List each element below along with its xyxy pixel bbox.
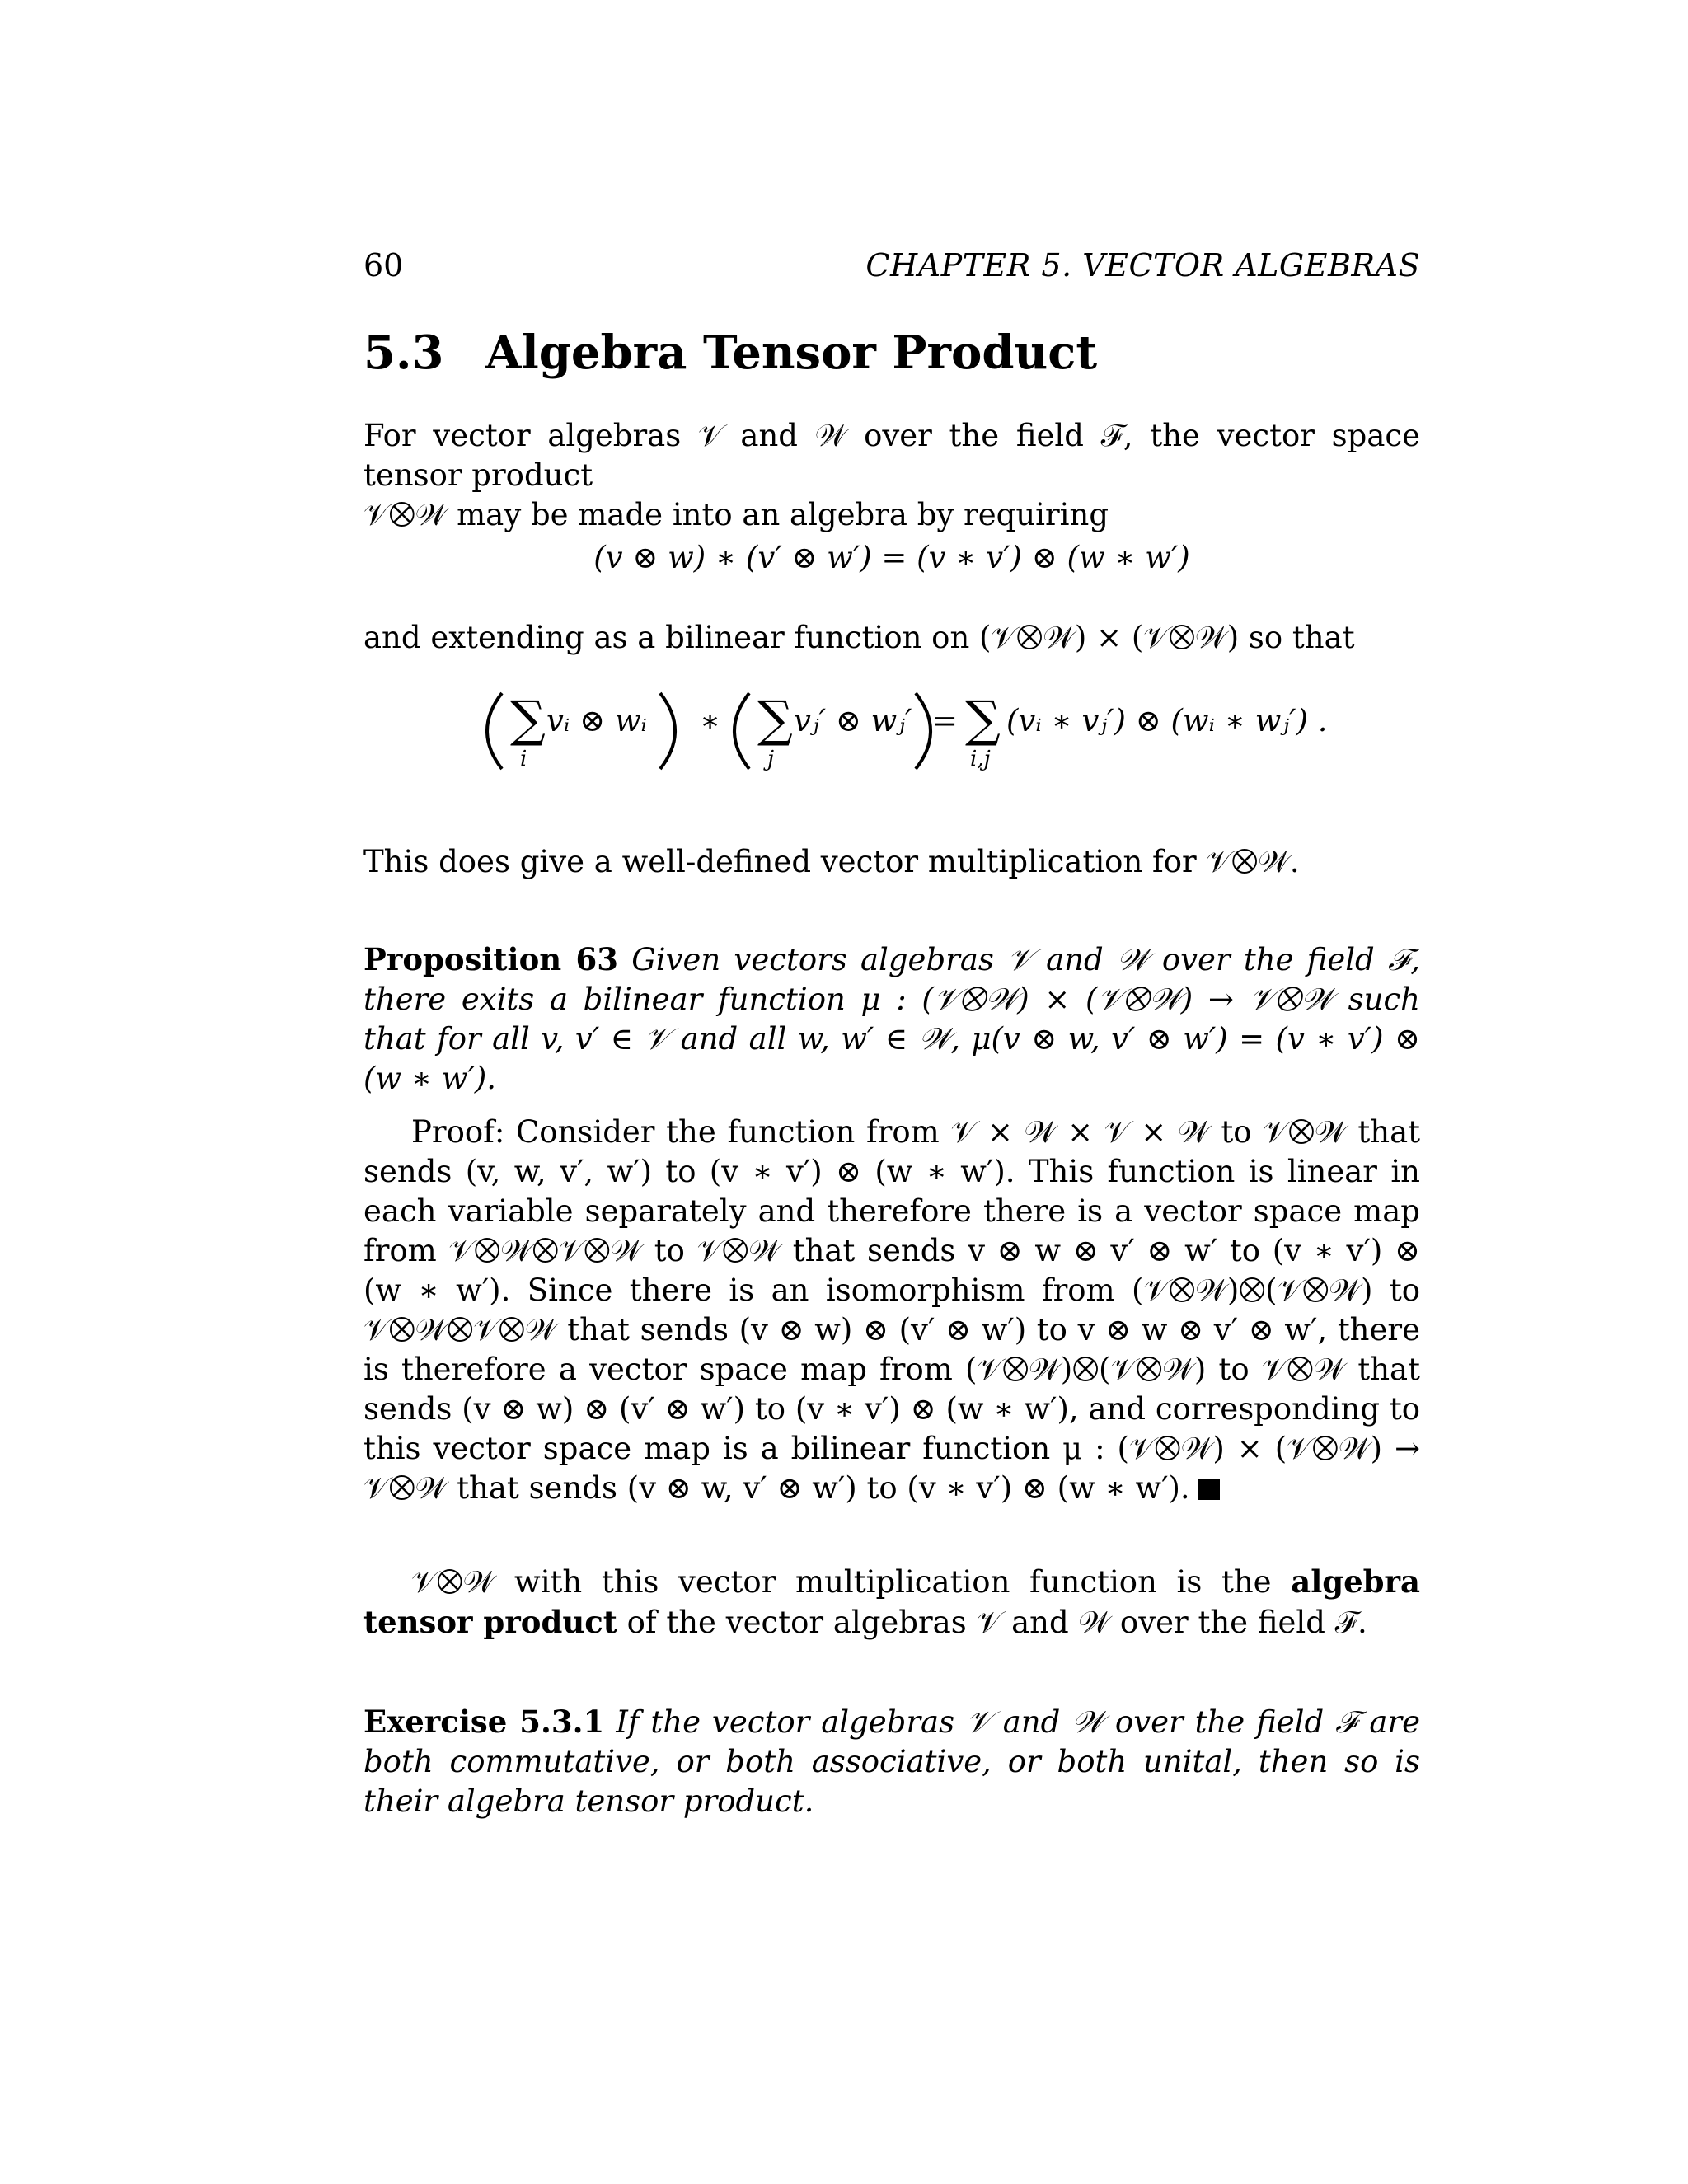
- proposition-text: Given vectors algebras 𝒱 and 𝒲 over the field ℱ, there exits a bilinear function μ : (𝒱⨂𝒲) × (𝒱⨂𝒲) → 𝒱⨂𝒲 such that for all v, v′ ∈ 𝒱 and all w, w′ ∈ 𝒲, μ(v ⊗ w, v′ ⊗ w′) = (v ∗ v′) ⊗ (w ∗ w′).: [363, 942, 1421, 1096]
- intro-paragraph: [363, 416, 1420, 535]
- definition-paragraph: [363, 1562, 1420, 1643]
- sum-symbol-rhs: ∑: [965, 691, 1001, 748]
- sum-body-right: vⱼ′ ⊗ wⱼ′: [794, 703, 912, 738]
- exercise-label: Exercise 5.3.1: [363, 1704, 605, 1740]
- section-heading: [363, 326, 1097, 380]
- sum-body-rhs: (vᵢ ∗ vⱼ′) ⊗ (wᵢ ∗ wⱼ′) .: [1006, 703, 1328, 738]
- equals-sign: =: [932, 703, 959, 738]
- equation-2-svg: [363, 688, 1420, 779]
- equation-1: (v ⊗ w) ∗ (v′ ⊗ w′) = (v ∗ v′) ⊗ (w ∗ w′): [593, 540, 1190, 575]
- right-paren-open: [734, 693, 749, 769]
- intro-line-1: For vector algebras 𝒱 and 𝒲 over the field ℱ, the vector space tensor product: [363, 418, 1420, 493]
- exercise-5-3-1: [363, 1702, 1420, 1821]
- definition-term: algebra tensor product: [363, 1563, 1421, 1640]
- page-number: 60: [363, 247, 404, 284]
- sum-index-rhs: i,j: [970, 747, 991, 771]
- definition-suffix: of the vector algebras 𝒱 and 𝒲 over the field ℱ.: [626, 1605, 1367, 1640]
- chapter-title: CHAPTER 5. VECTOR ALGEBRAS: [865, 247, 1420, 284]
- section-title: Algebra Tensor Product: [485, 326, 1098, 380]
- proof-paragraph: [363, 1113, 1420, 1508]
- definition-prefix: 𝒱⨂𝒲 with this vector multiplication function is the: [411, 1564, 1272, 1600]
- proof-label: Proof:: [411, 1114, 505, 1150]
- sum-index-right: j: [767, 747, 775, 771]
- equation-2: [363, 688, 1420, 779]
- section-number: 5.3: [363, 326, 444, 380]
- proof-text: Consider the function from 𝒱 × 𝒲 × 𝒱 × 𝒲 to 𝒱⨂𝒲 that sends (v, w, v′, w′) to (v ∗ v′) ⊗ (w ∗ w′). This function is linear in each variable separately and therefore there is a vector space map from 𝒱⨂𝒲⨂𝒱⨂𝒲 to 𝒱⨂𝒲 that sends v ⊗ w ⊗ v′ ⊗ w′ to (v ∗ v′) ⊗ (w ∗ w′). Since there is an isomorphism from (𝒱⨂𝒲)⨂(𝒱⨂𝒲) to 𝒱⨂𝒲⨂𝒱⨂𝒲 that sends (v ⊗ w) ⊗ (v′ ⊗ w′) to v ⊗ w ⊗ v′ ⊗ w′, there is therefore a vector space map from (𝒱⨂𝒲)⨂(𝒱⨂𝒲) to 𝒱⨂𝒲 that sends (v ⊗ w) ⊗ (v′ ⊗ w′) to (v ∗ v′) ⊗ (w ∗ w′), and corresponding to this vector space map is a bilinear function μ : (𝒱⨂𝒲) × (𝒱⨂𝒲) → 𝒱⨂𝒲 that sends (v ⊗ w, v′ ⊗ w′) to (v ∗ v′) ⊗ (w ∗ w′).: [363, 1114, 1420, 1506]
- running-header: [363, 247, 1420, 288]
- intro-line-2: 𝒱⨂𝒲 may be made into an algebra by requiring: [363, 497, 1109, 532]
- sum-symbol-right: ∑: [757, 691, 793, 748]
- left-paren-close: [660, 693, 675, 769]
- qed-square-icon: [1198, 1479, 1220, 1500]
- extend-paragraph: and extending as a bilinear function on (𝒱⨂𝒲) × (𝒱⨂𝒲) so that: [363, 620, 1355, 655]
- exercise-text: If the vector algebras 𝒱 and 𝒲 over the field ℱ are both commutative, or both associative, or both unital, then so is their algebra tensor product.: [363, 1704, 1420, 1819]
- proposition-63: [363, 940, 1420, 1099]
- right-paren-close: [916, 693, 931, 769]
- proposition-label: Proposition 63: [363, 941, 618, 977]
- sum-body-left: vᵢ ⊗ wᵢ: [546, 703, 647, 738]
- star-operator: ∗: [700, 703, 721, 738]
- sum-index-left: i: [520, 747, 528, 771]
- sum-symbol-left: ∑: [510, 691, 546, 748]
- well-defined-sentence: This does give a well-defined vector multiplication for 𝒱⨂𝒲.: [363, 844, 1300, 879]
- left-paren-open: [487, 693, 502, 769]
